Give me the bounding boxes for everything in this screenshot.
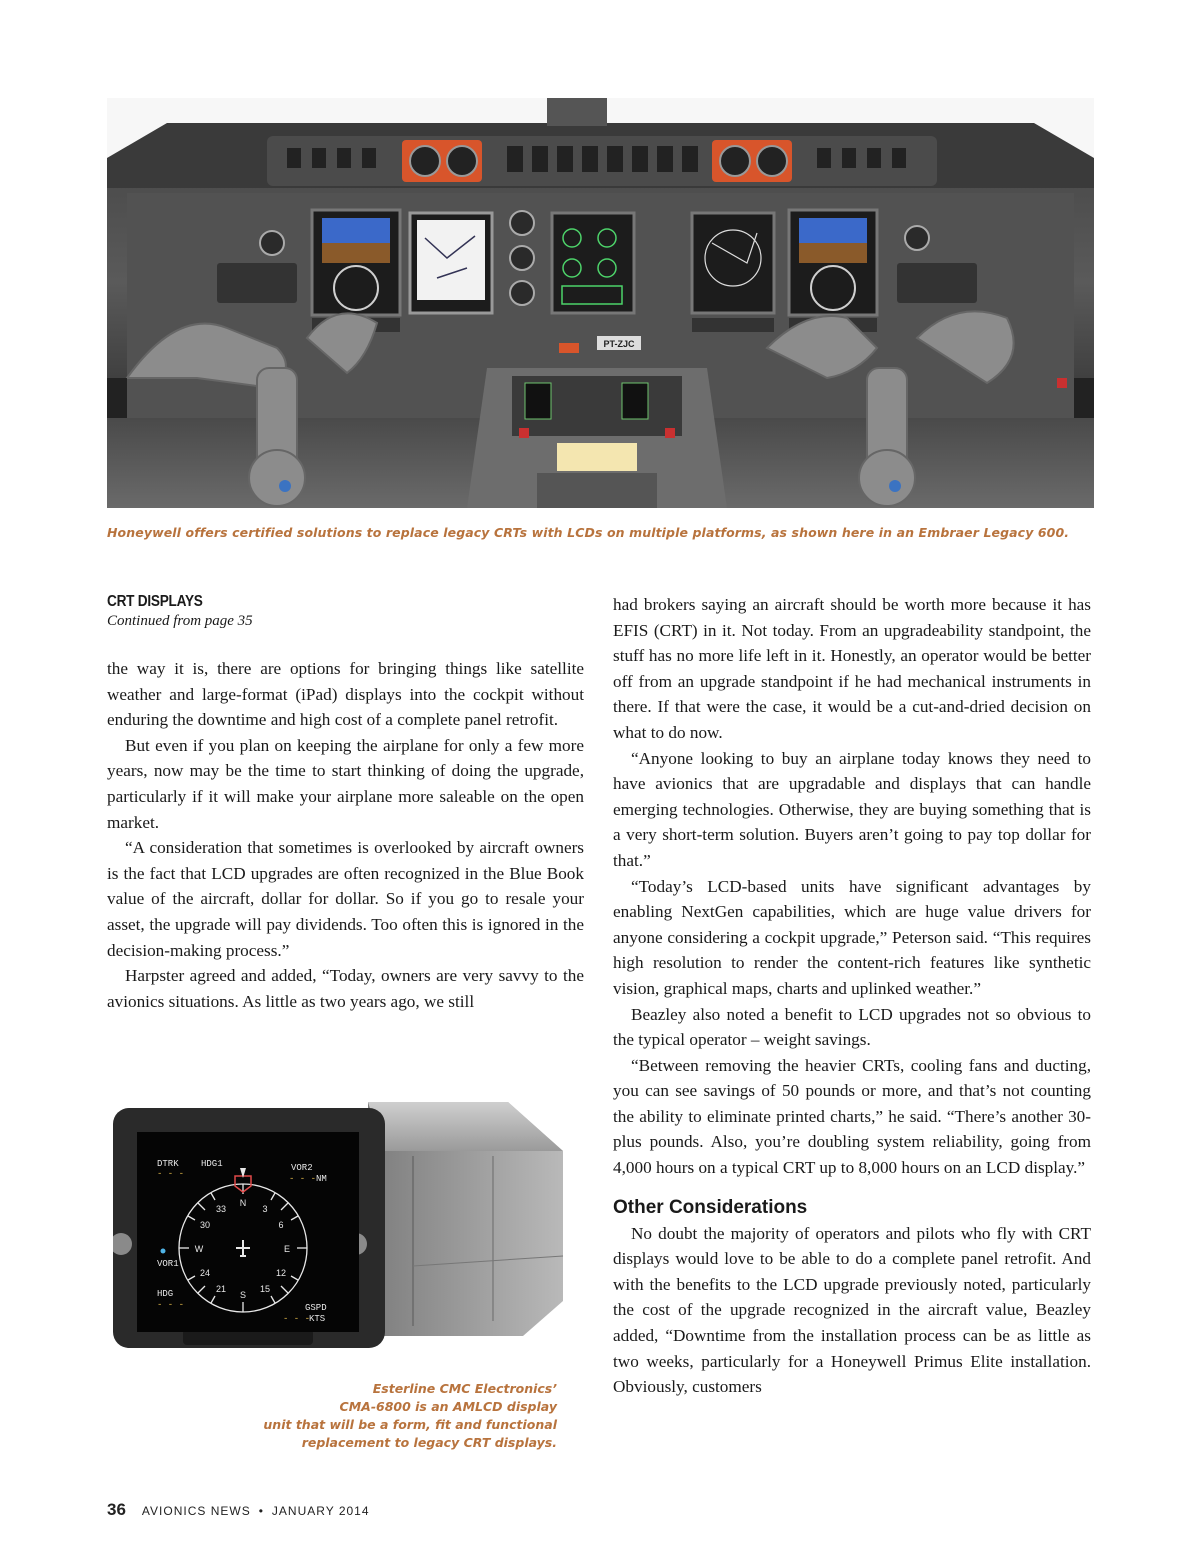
paragraph: Beazley also noted a benefit to LCD upgrades not so obvious to the typical operator – weight savings. bbox=[613, 1004, 1091, 1050]
paragraph: the way it is, there are options for bringing things like satellite weather and large-format (iPad) displays into the cockpit without enduring the downtime and high cost of a complete panel retrofit. bbox=[107, 659, 584, 730]
vor2-value: - - - bbox=[289, 1174, 317, 1184]
section-heading: CRT DISPLAYS bbox=[107, 593, 203, 610]
product-caption-line: replacement to legacy CRT displays. bbox=[301, 1435, 557, 1450]
hdg-label: HDG bbox=[157, 1289, 174, 1299]
paragraph: Harpster agreed and added, “Today, owners are very savvy to the avionics situations. As little as two years ago, we still bbox=[107, 966, 584, 1011]
vor1-label: VOR1 bbox=[157, 1259, 179, 1269]
continued-note: Continued from page 35 bbox=[107, 613, 253, 629]
hdg-value: - - - bbox=[157, 1300, 185, 1310]
paragraph: had brokers saying an aircraft should be worth more because it has EFIS (CRT) in it. Not today. From an upgradeability standpoint, the stuff has no more life left in it. Honestly, an operator would be better off from an upgrade standpoint if he had mechanical instruments in there. If that were the case, it would be a cut-and-dried decision on what to do now. bbox=[613, 595, 1091, 742]
compass-w: W bbox=[194, 1244, 204, 1254]
paragraph: “Today’s LCD-based units have significant advantages by enabling NextGen capabilities, which are huge value drivers for anyone considering a cockpit upgrade,” Peterson said. “This requires high resolution to render the content-rich features like synthetic vision, graphical maps, charts and uplinked weather.” bbox=[613, 876, 1091, 998]
compass-30: 30 bbox=[199, 1220, 211, 1230]
compass-n: N bbox=[239, 1198, 247, 1208]
cockpit-photo bbox=[107, 98, 1094, 508]
product-caption-line: unit that will be a form, fit and functional bbox=[263, 1417, 557, 1432]
compass-3: 3 bbox=[262, 1204, 268, 1214]
compass-15: 15 bbox=[259, 1284, 271, 1294]
compass-e: E bbox=[283, 1244, 291, 1254]
paragraph: But even if you plan on keeping the airplane for only a few more years, now may be the time to start thinking of doing the upgrade, particularly if it will make your airplane more saleable on the open market. bbox=[107, 735, 584, 832]
cockpit-illustration bbox=[107, 98, 1094, 508]
dtrk-value: - - - bbox=[157, 1169, 185, 1179]
issue-date: JANUARY 2014 bbox=[271, 1504, 370, 1518]
compass-6: 6 bbox=[278, 1220, 284, 1230]
paragraph: “A consideration that sometimes is overlooked by aircraft owners is the fact that LCD upgrades are often recognized in the Blue Book value of the aircraft, dollar for dollar. So if you go to resale your asset, the upgrade will pay dividends. Too often this is ignored in the decision-making process.” bbox=[107, 838, 584, 960]
product-photo bbox=[113, 1096, 568, 1356]
publication-name: AVIONICS NEWS bbox=[141, 1504, 251, 1518]
footer-bullet: • bbox=[258, 1504, 264, 1518]
page-footer bbox=[107, 1500, 370, 1520]
product-caption-line: Esterline CMC Electronics’ bbox=[372, 1381, 557, 1396]
product-caption-line: CMA-6800 is an AMLCD display bbox=[339, 1399, 557, 1414]
hdg1-label: HDG1 bbox=[201, 1159, 223, 1169]
compass-s: S bbox=[239, 1290, 247, 1300]
paragraph: No doubt the majority of operators and pilots who fly with CRT displays would love to be able to do a complete panel retrofit. And with the benefits to the LCD upgrade previously noted, particularly the cost of the upgrade recognized in the aircraft value, Beazley added, “Downtime from the installation process can be as little as two weeks, particularly for a Honeywell Primus Elite installation. Obviously, customers bbox=[613, 1223, 1091, 1397]
dtrk-label: DTRK bbox=[157, 1159, 179, 1169]
vor2-label: VOR2 bbox=[291, 1163, 313, 1173]
paragraph: “Anyone looking to buy an airplane today knows they need to have avionics that are upgradable and displays that can handle emerging technologies. Otherwise, they are buying something that is a very short-term solution. Buyers aren’t going to pay top dollar for that.” bbox=[613, 748, 1091, 870]
product-caption bbox=[250, 1380, 557, 1452]
compass-12: 12 bbox=[275, 1268, 287, 1278]
compass-21: 21 bbox=[215, 1284, 227, 1294]
vor1-indicator bbox=[161, 1249, 166, 1254]
kts-label: KTS bbox=[309, 1314, 326, 1324]
article-column-right bbox=[613, 592, 1091, 1400]
subheading: Other Considerations bbox=[613, 1196, 808, 1218]
gspd-value: - - - bbox=[283, 1314, 311, 1324]
hero-caption: Honeywell offers certified solutions to replace legacy CRTs with LCDs on multiple platforms, as shown here in an Embraer Legacy 600. bbox=[107, 525, 1070, 540]
tail-number-placard: PT-ZJC bbox=[603, 339, 635, 349]
nm-label: NM bbox=[316, 1174, 327, 1184]
gspd-label: GSPD bbox=[305, 1303, 327, 1313]
paragraph: “Between removing the heavier CRTs, cooling fans and ducting, you can see savings of 50 pounds or more, and that’s not counting the ability to eliminate printed charts,” he said. “There’s another 30-plus pounds. Also, you’re doubling system reliability, going from 4,000 hours on a typical CRT up to 8,000 hours on an LCD display.” bbox=[613, 1055, 1091, 1178]
compass-33: 33 bbox=[215, 1204, 227, 1214]
compass-24: 24 bbox=[199, 1268, 211, 1278]
page-number: 36 bbox=[107, 1500, 126, 1519]
cma-6800-display-unit bbox=[113, 1096, 568, 1356]
article-column-left bbox=[107, 592, 584, 1014]
